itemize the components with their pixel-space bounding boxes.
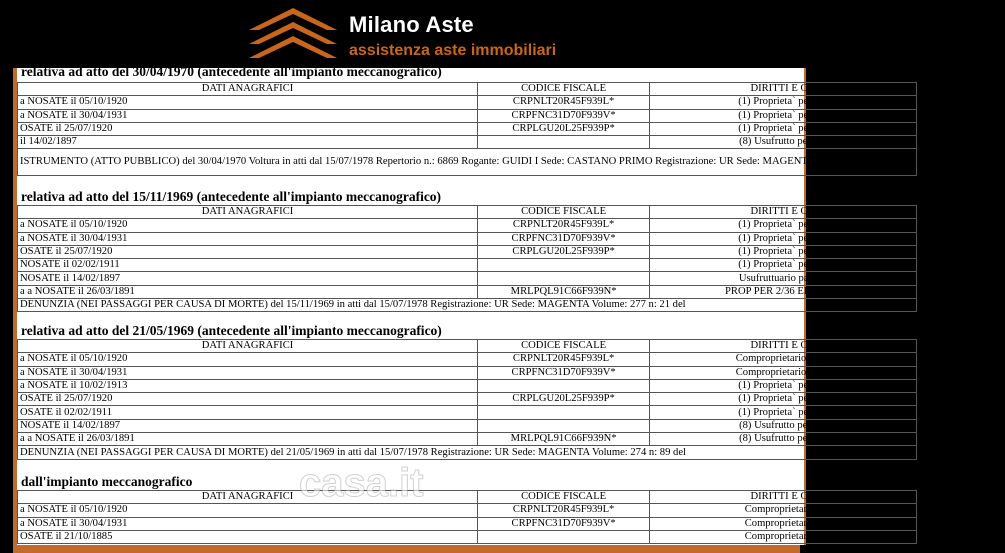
table-row: [18, 219, 917, 232]
cell-anagrafici: OSATE il 02/02/1911: [18, 406, 478, 419]
cell-anagrafici: a NOSATE il 30/04/1931: [18, 109, 478, 122]
cell-anagrafici: OSATE il 25/07/1920: [18, 245, 478, 258]
header-diritti: DIRITTI E ON: [650, 206, 917, 219]
cell-codice: CRPNLT20R45F939L*: [478, 353, 650, 366]
table-header-row: [18, 491, 917, 504]
cell-diritti: (1) Proprieta` per 1/6: [650, 393, 917, 406]
table-row: [18, 232, 917, 245]
cell-anagrafici: a NOSATE il 30/04/1931: [18, 517, 478, 530]
cell-anagrafici: OSATE il 21/10/1885: [18, 530, 478, 543]
table-row: [18, 285, 917, 298]
cell-diritti: (8) Usufrutto per 1/6: [650, 136, 917, 149]
cell-anagrafici: a NOSATE il 30/04/1931: [18, 366, 478, 379]
cell-codice: CRPLGU20L25F939P*: [478, 122, 650, 135]
cell-diritti: (1) Proprieta` per 8/3: [650, 259, 917, 272]
cell-diritti: (1) Proprieta` per 9/3: [650, 232, 917, 245]
header-codice: CODICE FISCALE: [478, 83, 650, 96]
cell-diritti: (8) Usufrutto per 3/1: [650, 433, 917, 446]
watermark: casa.it: [299, 461, 424, 505]
note-text: ISTRUMENTO (ATTO PUBBLICO) del 30/04/1970 Voltura in atti dal 15/07/1978 Repertorio n.: 6869 Rogante: GUIDI I Sede: CASTANO PRIMO Registrazione: UR Sede: MAGENTA Volume: 135 n: 594 del 09/05/1970 (n. 6078: [18, 149, 917, 176]
owners-table: [17, 82, 1005, 176]
cell-codice: [478, 379, 650, 392]
cell-codice: CRPNLT20R45F939L*: [478, 96, 650, 109]
table-row: [18, 504, 917, 517]
cell-diritti: (1) Proprieta` per 2/4: [650, 122, 917, 135]
cell-codice: CRPNLT20R45F939L*: [478, 504, 650, 517]
cell-codice: CRPFNC31D70F939V*: [478, 517, 650, 530]
cell-diritti: PROP PER 2/36 ED USUF: [650, 285, 917, 298]
header-dati: DATI ANAGRAFICI: [18, 83, 478, 96]
cell-diritti: (1) Proprieta` per 8/3: [650, 245, 917, 258]
note-text: DENUNZIA (NEI PASSAGGI PER CAUSA DI MORTE) del 21/05/1969 in atti dal 15/07/1978 Registrazione: UR Sede: MAGENTA Volume: 274 n: 89 del: [18, 446, 917, 459]
table-header-row: [18, 83, 917, 96]
cell-diritti: Comproprietario per 1: [650, 366, 917, 379]
owners-table: [17, 339, 917, 460]
cell-anagrafici: a NOSATE il 10/02/1913: [18, 379, 478, 392]
cell-diritti: (1) Proprieta` per 1/6: [650, 406, 917, 419]
table-row: [18, 517, 917, 530]
cell-diritti: Comproprietario f: [650, 504, 917, 517]
cell-codice: [478, 272, 650, 285]
cell-anagrafici: a NOSATE il 30/04/1931: [18, 232, 478, 245]
note-text: DENUNZIA (NEI PASSAGGI PER CAUSA DI MORTE) del 15/11/1969 in atti dal 15/07/1978 Registrazione: UR Sede: MAGENTA Volume: 277 n: 21 del: [18, 299, 917, 312]
header-diritti: DIRITTI E ON: [650, 340, 917, 353]
cell-anagrafici: a NOSATE il 05/10/1920: [18, 219, 478, 232]
cell-anagrafici: a a NOSATE il 26/03/1891: [18, 285, 478, 298]
section-title: dall'impianto meccanografico: [21, 474, 193, 489]
table-row: [18, 433, 917, 446]
header-dati: DATI ANAGRAFICI: [18, 340, 478, 353]
cell-anagrafici: NOSATE il 14/02/1897: [18, 272, 478, 285]
cell-codice: CRPFNC31D70F939V*: [478, 232, 650, 245]
cell-anagrafici: NOSATE il 14/02/1897: [18, 419, 478, 432]
bottom-border: [13, 545, 800, 553]
header-codice: CODICE FISCALE: [478, 491, 650, 504]
table-row: [18, 366, 917, 379]
cell-anagrafici: NOSATE il 02/02/1911: [18, 259, 478, 272]
note-row: [18, 299, 917, 312]
cell-anagrafici: a a NOSATE il 26/03/1891: [18, 433, 478, 446]
cell-codice: [478, 136, 650, 149]
cell-diritti: Comproprietario f: [650, 530, 917, 543]
section-title: relativa ad atto del 15/11/1969 (antecedente all'impianto meccanografico): [21, 189, 442, 204]
cell-codice: CRPLGU20L25F939P*: [478, 393, 650, 406]
table-row: [18, 393, 917, 406]
header-diritti: DIRITTI E ON: [650, 491, 917, 504]
cell-codice: CRPNLT20R45F939L*: [478, 219, 650, 232]
cell-diritti: Comproprietario per 1: [650, 353, 917, 366]
cell-diritti: (8) Usufrutto per 3/1: [650, 419, 917, 432]
cell-anagrafici: OSATE il 25/07/1920: [18, 122, 478, 135]
cell-anagrafici: il 14/02/1897: [18, 136, 478, 149]
owners-table: [17, 490, 917, 544]
brand-header: [0, 0, 800, 68]
table-row: [18, 96, 917, 109]
table-row: [18, 259, 917, 272]
cell-diritti: (1) Proprieta` per 9/3: [650, 219, 917, 232]
table-row: [18, 419, 917, 432]
cell-anagrafici: a NOSATE il 05/10/1920: [18, 504, 478, 517]
cell-diritti: Comproprietario f: [650, 517, 917, 530]
header-codice: CODICE FISCALE: [478, 206, 650, 219]
table-row: [18, 136, 917, 149]
header-diritti: DIRITTI E ON: [650, 83, 917, 96]
cell-codice: [478, 259, 650, 272]
table-row: [18, 272, 917, 285]
table-row: [18, 353, 917, 366]
header-dati: DATI ANAGRAFICI: [18, 206, 478, 219]
cell-codice: MRLPQL91C66F939N*: [478, 433, 650, 446]
document-page: [13, 64, 1005, 545]
cell-codice: [478, 406, 650, 419]
owners-table: [17, 205, 917, 312]
brand-title: Milano Aste: [349, 12, 474, 37]
table-row: [18, 122, 917, 135]
cell-codice: MRLPQL91C66F939N*: [478, 285, 650, 298]
table-header-row: [18, 206, 917, 219]
table-row: [18, 406, 917, 419]
header-dati: DATI ANAGRAFICI: [18, 491, 478, 504]
table-row: [18, 245, 917, 258]
table-row: [18, 109, 917, 122]
note-row: [18, 446, 917, 459]
cell-diritti: (1) Proprieta` per 1/4: [650, 109, 917, 122]
table-header-row: [18, 340, 917, 353]
header-codice: CODICE FISCALE: [478, 340, 650, 353]
brand-subtitle: assistenza aste immobiliari: [349, 42, 557, 59]
section-title: relativa ad atto del 30/04/1970 (antecedente all'impianto meccanografico): [21, 64, 442, 79]
cell-anagrafici: OSATE il 25/07/1920: [18, 393, 478, 406]
cell-codice: [478, 530, 650, 543]
cell-diritti: Usufruttuario parzial: [650, 272, 917, 285]
cell-anagrafici: a NOSATE il 05/10/1920: [18, 96, 478, 109]
cell-anagrafici: a NOSATE il 05/10/1920: [18, 353, 478, 366]
cell-diritti: (1) Proprieta` per 1/6: [650, 379, 917, 392]
cell-codice: CRPLGU20L25F939P*: [478, 245, 650, 258]
section-title: relativa ad atto del 21/05/1969 (antecedente all'impianto meccanografico): [21, 323, 442, 338]
note-row: [18, 149, 917, 176]
cell-codice: CRPFNC31D70F939V*: [478, 109, 650, 122]
table-row: [18, 530, 917, 543]
cell-codice: [478, 419, 650, 432]
cell-diritti: (1) Proprieta` per 1/4: [650, 96, 917, 109]
cell-codice: CRPFNC31D70F939V*: [478, 366, 650, 379]
table-row: [18, 379, 917, 392]
roof-logo-icon: [247, 4, 339, 64]
